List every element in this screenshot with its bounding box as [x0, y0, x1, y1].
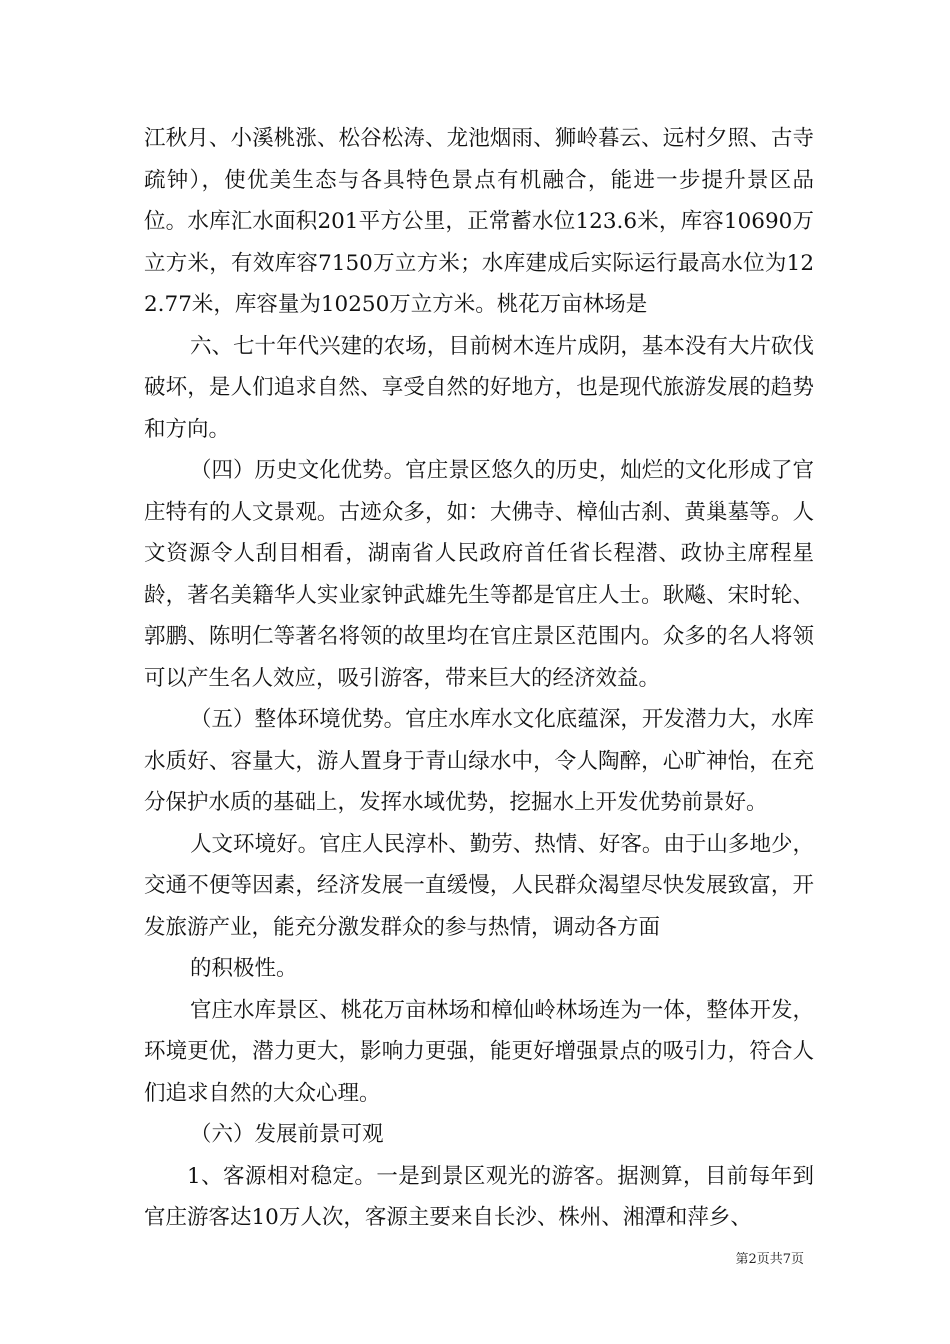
paragraph-overall-environment: （五）整体环境优势。官庄水库水文化底蕴深，开发潜力大，水库水质好、容量大，游人置身于青山绿水中，令人陶醉，心旷神怡，在充分保护水质的基础上，发挥水域优势，挖掘水上开发优势前景好。 — [144, 707, 814, 815]
paragraph-visitor-sources: 1、客源相对稳定。一是到景区观光的游客。据测算，目前每年到官庄游客达10万人次，客源主要来自长沙、株州、湘潭和萍乡、 — [144, 1163, 814, 1230]
paragraph-enthusiasm-fragment: 的积极性。 — [190, 956, 298, 981]
paragraph-human-environment: 人文环境好。官庄人民淳朴、勤劳、热情、好客。由于山多地少，交通不便等因素，经济发展一直缓慢，人民群众渴望尽快发展致富，开发旅游产业，能充分激发群众的参与热情，调动各方面 — [144, 831, 814, 940]
page-number-footer: 第2页共7页 — [735, 1252, 804, 1267]
paragraph-integrated-development: 官庄水库景区、桃花万亩林场和樟仙岭林场连为一体，整体开发，环境更优，潜力更大，影响力更强，能更好增强景点的吸引力，符合人们追求自然的大众心理。 — [144, 997, 814, 1106]
section-heading-prospects: （六）发展前景可观 — [190, 1122, 384, 1147]
paragraph-historical-culture: （四）历史文化优势。官庄景区悠久的历史，灿烂的文化形成了官庄特有的人文景观。古迹众多，如：大佛寺、樟仙古刹、黄巢墓等。人文资源令人刮目相看，湖南省人民政府首任省长程潜、政协主席程星龄，著名美籍华人实业家钟武雄先生等都是官庄人士。耿飚、宋时轮、郭鹏、陈明仁等著名将领的故里均在官庄景区范围内。众多的名人将领可以产生名人效应，吸引游客，带来巨大的经济效益。 — [144, 458, 814, 691]
paragraph-scenic-features: 江秋月、小溪桃涨、松谷松涛、龙池烟雨、狮岭暮云、远村夕照、古寺疏钟），使优美生态与各具特色景点有机融合，能进一步提升景区品位。水库汇水面积201平方公里，正常蓄水位123.6米，库容10690万立方米，有效库容7150万立方米；水库建成后实际运行最高水位为122.77米，库容量为10250万立方米。桃花万亩林场是 — [144, 126, 814, 317]
document-body — [144, 118, 814, 1239]
paragraph-forest-farm: 六、七十年代兴建的农场，目前树木连片成阴，基本没有大片砍伐破坏，是人们追求自然、享受自然的好地方，也是现代旅游发展的趋势和方向。 — [144, 333, 814, 442]
